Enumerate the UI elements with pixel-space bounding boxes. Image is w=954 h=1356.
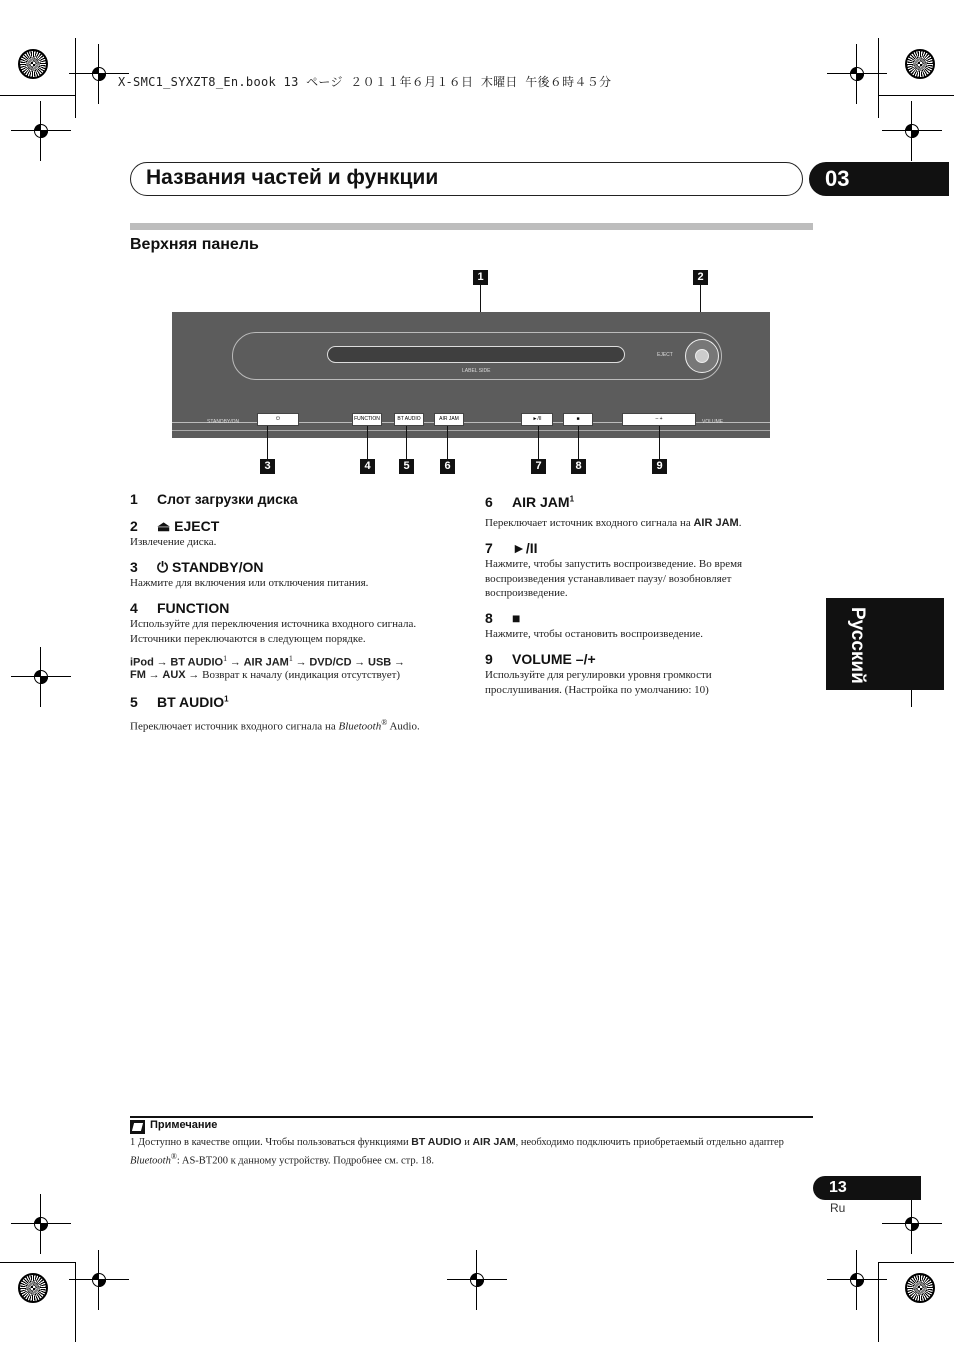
callout-1: 1: [473, 270, 488, 285]
section-heading: Верхняя панель: [130, 236, 259, 253]
item-7-body: Нажмите, чтобы запустить воспроизведение. Во время воспроизведения устанавливает паузу/ возобновляет воспроизведение.: [485, 558, 743, 599]
note-body: 1 Доступно в качестве опции. Чтобы пользоваться функциями BT AUDIO и AIR JAM, необходимо подключить приобретаемый отдельно адаптер Bluetooth®: AS-BT200 к данному устройству. Подробнее см. стр. 18.: [130, 1136, 784, 1167]
device-top-panel: [172, 312, 770, 438]
page-language: Ru: [830, 1201, 846, 1215]
item-4-body-2: Источники переключаются в следующем порядке.: [130, 633, 366, 645]
language-tab: [826, 598, 944, 690]
callout-3: 3: [260, 459, 275, 474]
callout-2: 2: [693, 270, 708, 285]
item-7-heading: 7 ►/II: [485, 540, 538, 556]
stop-button: ■: [563, 413, 593, 426]
standby-button: ⏻: [257, 413, 299, 426]
callout-8: 8: [571, 459, 586, 474]
disc-slot: [327, 346, 625, 363]
item-3-body: Нажмите для включения или отключения питания.: [130, 577, 369, 589]
callout-9: 9: [652, 459, 667, 474]
play-pause-button: ►/II: [521, 413, 553, 426]
item-4-body-1: Используйте для переключения источника входного сигнала.: [130, 618, 417, 630]
eject-label: EJECT: [657, 352, 673, 358]
item-2-body: Извлечение диска.: [130, 536, 217, 548]
page-title: Названия частей и функции: [146, 166, 439, 189]
eject-button: [685, 339, 719, 373]
item-3-heading: 3 ⏻ STANDBY/ON: [130, 559, 264, 575]
item-5-heading: 5 BT AUDIO$^1$: [130, 694, 229, 710]
note-icon: [130, 1120, 145, 1134]
volume-label: VOLUME: [702, 419, 724, 425]
note-title: Примечание: [150, 1119, 218, 1131]
print-header: X-SMC1_SYXZT8_En.book 13 ページ ２０１１年６月１６日 木曜日 午後６時４５分: [118, 75, 612, 89]
note-rule: [130, 1116, 813, 1118]
air-jam-button: AIR JAM: [434, 413, 464, 426]
function-button: FUNCTION: [352, 413, 382, 426]
standby-label: STANDBY/ON: [207, 419, 240, 425]
source-sequence-line-2: FM → AUX → Возврат к началу (индикация отсутствует): [130, 669, 401, 681]
page-number: 13: [829, 1179, 847, 1196]
item-8-body: Нажмите, чтобы остановить воспроизведение.: [485, 628, 704, 640]
callout-5: 5: [399, 459, 414, 474]
label-side-text: LABEL SIDE: [462, 368, 491, 374]
item-8-heading: 8 ■: [485, 610, 521, 626]
item-9-body: Используйте для регулировки уровня громкости прослушивания. (Настройка по умолчанию: 10): [485, 669, 712, 696]
item-2-heading: 2 ⏏ EJECT: [130, 518, 220, 534]
item-9-heading: 9 VOLUME –/+: [485, 651, 596, 667]
bt-audio-button: BT AUDIO: [394, 413, 424, 426]
callout-6: 6: [440, 459, 455, 474]
item-4-heading: 4 FUNCTION: [130, 600, 230, 616]
item-5-body: Переключает источник входного сигнала на Bluetooth® Audio.: [130, 718, 420, 733]
chapter-number: 03: [825, 166, 850, 191]
callout-7: 7: [531, 459, 546, 474]
page-number-badge: [813, 1176, 921, 1200]
chapter-badge: [809, 162, 949, 196]
section-rule: [130, 223, 813, 230]
item-6-body: Переключает источник входного сигнала на AIR JAM.: [485, 517, 742, 529]
language-tab-label: Русский: [847, 606, 868, 684]
source-sequence-line-1: iPod → BT $AUDIO^1$ → AIR $JAM^1 \to DVD/CD$ → USB →: [130, 654, 405, 669]
volume-buttons: – +: [622, 413, 696, 426]
item-6-heading: 6 AIR JAM$^1$: [485, 494, 575, 510]
callout-4: 4: [360, 459, 375, 474]
item-1-heading: 1 Слот загрузки диска: [130, 491, 298, 507]
